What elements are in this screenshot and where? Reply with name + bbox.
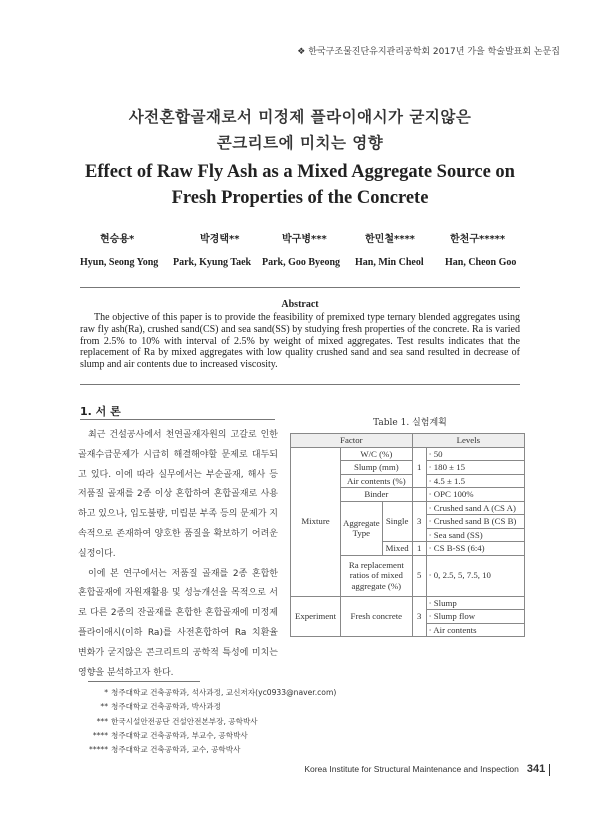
cell-count-1: 1 bbox=[412, 447, 426, 488]
cell-ra-replacement: Ra replacement ratios of mixed aggregate (%) bbox=[341, 555, 413, 596]
cell-air: Air contents (%) bbox=[341, 474, 413, 488]
cell-crushed-sand-a: · Crushed sand A (CS A) bbox=[426, 501, 524, 515]
footer-text: Korea Institute for Structural Maintenance and Inspection bbox=[304, 764, 519, 774]
cell-wc: W/C (%) bbox=[341, 447, 413, 461]
section-heading: 1. 서 론 bbox=[80, 405, 121, 418]
footnote-item: * 청주대학교 건축공학과, 석사과정, 교신저자(yc0933@naver.com) bbox=[104, 688, 337, 697]
cell-exp-slump-flow: · Slump flow bbox=[426, 610, 524, 624]
footnote-item: ***** 청주대학교 건축공학과, 교수, 공학박사 bbox=[89, 745, 241, 755]
cell-binder-value: · OPC 100% bbox=[426, 488, 524, 502]
footnote-item: *** 한국시설안전공단 건설안전본부장, 공학박사 bbox=[96, 716, 258, 726]
footnote-rule bbox=[88, 681, 200, 682]
title-ko-line1: 사전혼합골재로서 미정제 플라이애시가 굳지않은 bbox=[128, 108, 472, 126]
header-factor: Factor bbox=[291, 434, 413, 448]
body-paragraph-1: 최근 건설공사에서 천연골재자원의 고갈로 인한 골재수급문제가 시급히 해결해야할 문제로 대두되고 있다. 이에 따라 실무에서는 부순골재, 해사 등 저품질 골재를 2종 이상 혼합하여 혼합골재로 사용하고 있으나, 입도불량, 미립분 부족 등의 문제가 지속적으로 존재하여 양호한 품질을 확보하기 어려운 실정이다. bbox=[78, 430, 278, 559]
cell-binder: Binder bbox=[341, 488, 413, 502]
author-2-en: Park, Kyung Taek bbox=[173, 257, 252, 268]
cell-slump: Slump (mm) bbox=[341, 461, 413, 475]
footnote-item: ** 청주대학교 건축공학과, 박사과정 bbox=[100, 702, 221, 712]
cell-mixed: Mixed bbox=[382, 542, 412, 556]
title-ko-line2: 콘크리트에 미치는 영향 bbox=[216, 134, 384, 152]
cell-exp-count: 3 bbox=[412, 596, 426, 637]
cell-mixed-count: 1 bbox=[412, 542, 426, 556]
table-row bbox=[291, 447, 525, 461]
abstract-text: The objective of this paper is to provide the feasibility of premixed type ternary blended aggregates using raw fly ash(Ra), crushed sand(CS) and sea sand(SS) by studying fresh properties of the concrete. Ra is varied from 2.5% to 10% with interval of 2.5% by weight of mixed aggregates. Test results indicates that the replacement of Ra by mixed aggregates with low quality crushed sand and sea sand resulted in decrease of slump and air contents due to increased viscosity. bbox=[80, 312, 520, 371]
cell-slump-value: · 180 ± 15 bbox=[426, 461, 524, 475]
title-en-line1: Effect of Raw Fly Ash as a Mixed Aggregate Source on bbox=[85, 162, 515, 182]
cell-ra-count: 5 bbox=[412, 555, 426, 596]
cell-mixture: Mixture bbox=[291, 447, 341, 596]
cell-single-count: 3 bbox=[412, 501, 426, 542]
author-5-en: Han, Cheon Goo bbox=[445, 257, 517, 268]
cell-exp-air: · Air contents bbox=[426, 623, 524, 637]
section-body bbox=[78, 426, 278, 683]
author-4-ko: 한민철**** bbox=[365, 234, 415, 245]
author-2-ko: 박경택** bbox=[200, 234, 240, 245]
table-row bbox=[291, 596, 525, 610]
body-paragraph-2: 이에 본 연구에서는 저품질 골재를 2종 혼합한 혼합골재에 자원재활용 및 성능개선을 목적으로 서로 다른 2종의 잔골재를 혼합한 혼합골재에 미정제 플라이애시(이하 Ra)를 사전혼합하여 Ra 치환율 변화가 굳지않은 콘크리트의 공학적 특성에 미치는 영향을 분석하고자 한다. bbox=[78, 568, 278, 678]
section-rule bbox=[80, 419, 275, 420]
footnote-item: **** 청주대학교 건축공학과, 부교수, 공학박사 bbox=[92, 730, 248, 740]
cell-exp-slump: · Slump bbox=[426, 596, 524, 610]
cell-mixed-value: · CS B-SS (6:4) bbox=[426, 542, 524, 556]
table-header-row bbox=[291, 434, 525, 448]
experiment-plan-table bbox=[290, 433, 525, 637]
cell-binder-blank bbox=[412, 488, 426, 502]
cell-ra-value: · 0, 2.5, 5, 7.5, 10 bbox=[426, 555, 524, 596]
author-3-en: Park, Goo Byeong bbox=[262, 257, 341, 268]
author-1-en: Hyun, Seong Yong bbox=[80, 257, 159, 268]
author-3-ko: 박구병*** bbox=[282, 234, 327, 245]
cell-fresh-concrete: Fresh concrete bbox=[341, 596, 413, 637]
cell-wc-value: · 50 bbox=[426, 447, 524, 461]
table-caption: Table 1. 실험계획 bbox=[373, 418, 447, 428]
header-mark-icon: ❖ bbox=[297, 47, 306, 57]
title-en-line2: Fresh Properties of the Concrete bbox=[171, 188, 429, 208]
abstract-heading: Abstract bbox=[281, 299, 319, 310]
cell-experiment: Experiment bbox=[291, 596, 341, 637]
cell-single: Single bbox=[382, 501, 412, 542]
running-header bbox=[297, 44, 560, 57]
cell-air-value: · 4.5 ± 1.5 bbox=[426, 474, 524, 488]
page-footer bbox=[304, 763, 550, 776]
page-number: 341 bbox=[526, 763, 546, 775]
author-4-en: Han, Min Cheol bbox=[355, 257, 424, 268]
author-5-ko: 한천구***** bbox=[450, 234, 506, 245]
footer-bar bbox=[549, 764, 550, 776]
cell-aggregate-type: Aggregate Type bbox=[341, 501, 383, 555]
header-text: 한국구조물진단유지관리공학회 2017년 가을 학술발표회 논문집 bbox=[308, 47, 560, 57]
cell-sea-sand: · Sea sand (SS) bbox=[426, 528, 524, 542]
author-1-ko: 현승용* bbox=[100, 234, 135, 245]
abstract-bottom-rule bbox=[80, 384, 520, 385]
abstract-top-rule bbox=[80, 287, 520, 288]
header-levels: Levels bbox=[412, 434, 524, 448]
footnotes bbox=[78, 686, 336, 757]
cell-crushed-sand-b: · Crushed sand B (CS B) bbox=[426, 515, 524, 529]
